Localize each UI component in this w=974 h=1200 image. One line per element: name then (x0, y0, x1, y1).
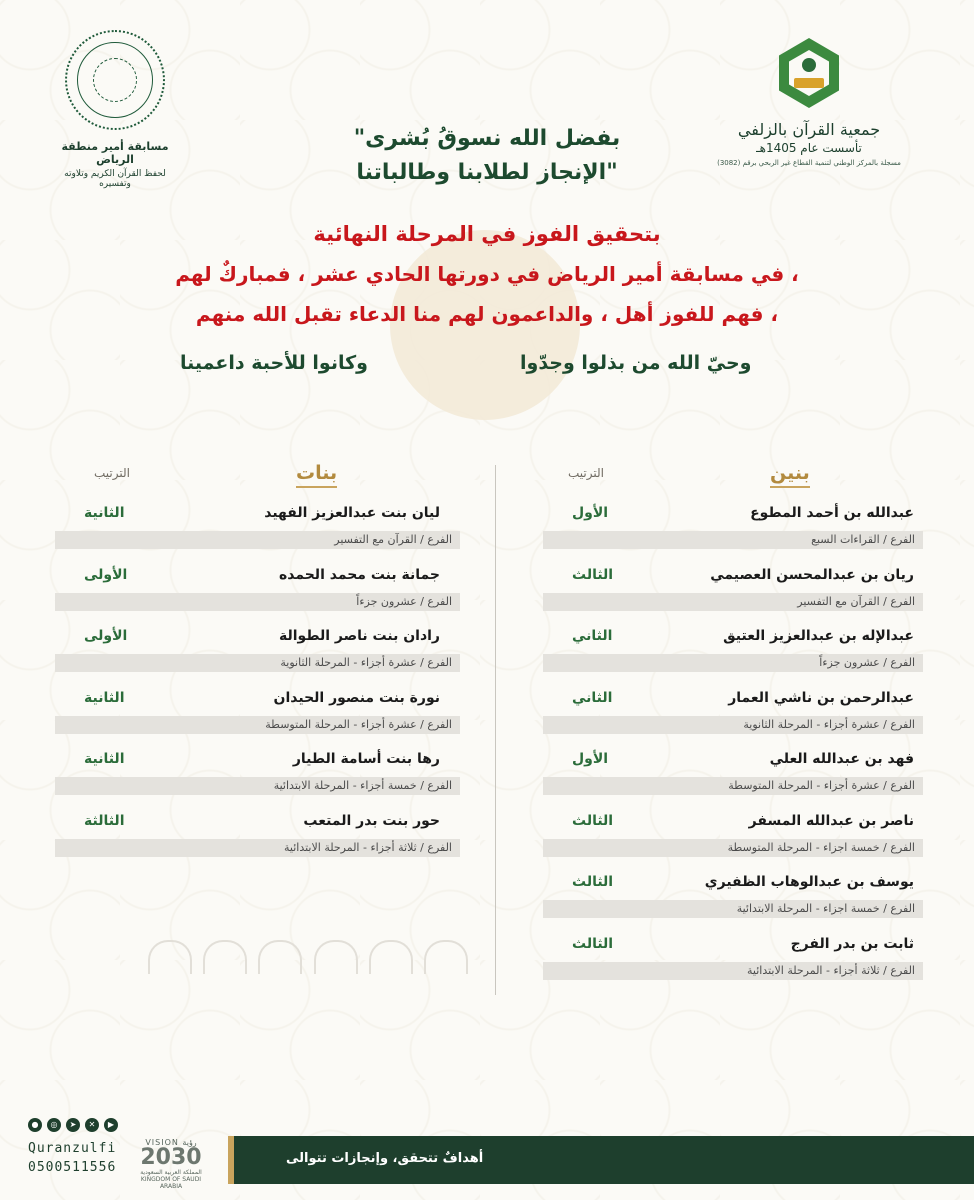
boys-rank: الأول (572, 505, 609, 521)
footer-slogan: أهدافٌ تتحقق، وإنجازات تتوالى (286, 1151, 484, 1166)
intro-line-2: الإنجاز لطلابنا وطالباتنا" (356, 160, 618, 185)
boys-name: ثابت بن بدر الفرج (790, 935, 914, 952)
girls-rank: الثانية (84, 505, 125, 521)
girls-name: رها بنت أسامة الطيار (292, 751, 440, 767)
girls-branch: الفرع / ثلاثة أجزاء - المرحلة الابتدائية (55, 839, 460, 857)
boys-name: فهد بن عبدالله العلي (769, 751, 914, 767)
competition-logo-title: مسابقة أمير منطقة الرياض (61, 140, 169, 166)
boys-name: عبدالإله بن عبدالعزيز العتيق (723, 628, 914, 644)
vision-top: VISION رؤية (145, 1138, 197, 1147)
competition-seal-icon (65, 30, 165, 130)
boys-name: عبدالله بن أحمد المطوع (750, 505, 914, 521)
boys-name: عبدالرحمن بن ناشي العمار (728, 689, 914, 706)
vision-2030-logo (136, 1138, 206, 1190)
girls-branch: الفرع / خمسة أجزاء - المرحلة الابتدائية (55, 777, 460, 795)
telegram-icon[interactable]: ➤ (66, 1118, 80, 1132)
youtube-icon[interactable]: ▶ (104, 1118, 118, 1132)
decorative-arches (148, 940, 468, 974)
organization-emblem-icon (774, 38, 844, 114)
boys-rank: الثالث (572, 812, 614, 829)
verse-left: وكانوا للأحبة داعمينا (180, 352, 368, 374)
girls-name: رادان بنت ناصر الطوالة (279, 628, 440, 644)
boys-rank: الثاني (572, 628, 613, 644)
vision-year: 2030 (140, 1145, 202, 1170)
boys-name: ناصر بن عبدالله المسفر (748, 812, 914, 829)
girls-branch: الفرع / عشرون جزءاً (55, 593, 460, 611)
snapchat-icon[interactable]: ● (28, 1118, 42, 1132)
girls-name: جمانة بنت محمد الحمده (278, 566, 440, 583)
girls-name: نورة بنت منصور الحيدان (273, 689, 440, 706)
organization-name: جمعية القرآن بالزلفي (737, 120, 881, 139)
boys-rank: الثالث (572, 874, 614, 890)
girls-rank: الثانية (84, 689, 125, 706)
competition-logo-subtitle: لحفظ القرآن الكريم وتلاوته وتفسيره (64, 169, 166, 189)
organization-founded: تأسست عام 1405هـ (756, 141, 862, 155)
girls-branch: الفرع / عشرة أجزاء - المرحلة المتوسطة (55, 716, 460, 734)
x-icon[interactable]: ✕ (85, 1118, 99, 1132)
boys-branch: الفرع / القراءات السبع (543, 531, 923, 549)
girls-rank: الأولى (84, 566, 128, 583)
vision-sub: المملكة العربية السعودية KINGDOM OF SAUDI ARABIA (140, 1169, 202, 1190)
boys-branch: الفرع / عشرة أجزاء - المرحلة المتوسطة (543, 777, 923, 795)
social-handle: Quranzulfi (28, 1141, 117, 1156)
boys-branch: الفرع / عشرة أجزاء - المرحلة الثانوية (543, 716, 923, 734)
boys-branch: الفرع / خمسة اجزاء - المرحلة الابتدائية (543, 900, 923, 918)
boys-rank: الثاني (572, 689, 613, 706)
phone-number: 0500511556 (28, 1160, 117, 1175)
girls-rank: الثالثة (84, 812, 125, 829)
girls-rank: الأولى (84, 628, 128, 644)
boys-rank: الثالث (572, 935, 614, 952)
girls-rank-heading: الترتيب (94, 466, 130, 480)
social-icons (28, 1118, 118, 1132)
boys-name: يوسف بن عبدالوهاب الظفيري (704, 874, 914, 890)
girls-heading: بنات (296, 462, 337, 488)
intro-line-3: بتحقيق الفوز في المرحلة النهائية (313, 222, 661, 246)
boys-name: ريان بن عبدالمحسن العصيمي (710, 566, 914, 583)
boys-branch: الفرع / عشرون جزءاً (543, 654, 923, 672)
girls-name: ليان بنت عبدالعزيز الفهيد (264, 505, 440, 521)
column-divider (495, 465, 496, 995)
boys-branch: الفرع / القرآن مع التفسير (543, 593, 923, 611)
intro-line-4: في مسابقة أمير الرياض في دورتها الحادي عشر ، فمباركٌ لهم ، (175, 262, 799, 286)
organization-registration: مسجلة بالمركز الوطني لتنمية القطاع غير الربحي برقم (3082) (717, 159, 901, 167)
intro-line-1: "بفضل الله نسوقُ بُشرى (353, 126, 621, 151)
boys-heading: بنين (770, 462, 810, 488)
boys-branch: الفرع / ثلاثة أجزاء - المرحلة الابتدائية (543, 962, 923, 980)
boys-rank: الثالث (572, 566, 614, 583)
girls-branch: الفرع / عشرة أجزاء - المرحلة الثانوية (55, 654, 460, 672)
verse-right: وحيّ الله من بذلوا وجدّوا (520, 352, 752, 374)
boys-branch: الفرع / خمسة اجزاء - المرحلة المتوسطة (543, 839, 923, 857)
girls-rank: الثانية (84, 751, 125, 767)
boys-rank: الأول (572, 751, 609, 767)
boys-rank-heading: الترتيب (568, 466, 604, 480)
intro-line-5: فهم للفوز أهل ، والداعمون لهم منا الدعاء تقبل الله منهم ، (195, 302, 779, 326)
girls-name: حور بنت بدر المتعب (303, 812, 440, 829)
instagram-icon[interactable]: ◎ (47, 1118, 61, 1132)
girls-branch: الفرع / القرآن مع التفسير (55, 531, 460, 549)
